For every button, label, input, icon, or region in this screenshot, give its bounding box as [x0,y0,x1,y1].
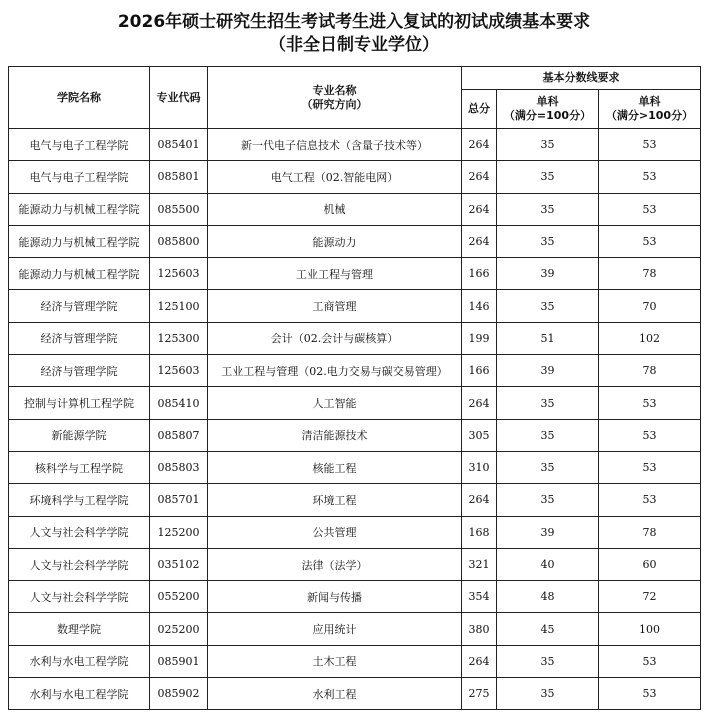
cell-single-over-100: 70 [599,290,701,322]
cell-code: 085902 [150,678,208,710]
cell-college: 人文与社会科学学院 [9,581,150,613]
table-header [9,67,701,129]
cell-college: 能源动力与机械工程学院 [9,193,150,225]
cell-major: 工商管理 [208,290,462,322]
table-body [9,129,701,710]
table-row [9,129,701,161]
table-row [9,258,701,290]
cell-single-100: 35 [497,645,599,677]
cell-college: 水利与水电工程学院 [9,678,150,710]
column-header-single-over-100-title: 单科 [638,95,661,108]
cell-major: 能源动力 [208,225,462,257]
cell-single-over-100: 53 [599,161,701,193]
cell-total: 264 [462,161,497,193]
cell-single-over-100: 53 [599,193,701,225]
document-subtitle: （非全日制专业学位） [269,35,439,55]
cell-major: 土木工程 [208,645,462,677]
cell-single-100: 39 [497,516,599,548]
table-row [9,645,701,677]
cell-single-over-100: 53 [599,387,701,419]
cell-college: 电气与电子工程学院 [9,161,150,193]
table-row [9,516,701,548]
cell-major: 水利工程 [208,678,462,710]
cell-code: 085500 [150,193,208,225]
cell-total: 310 [462,451,497,483]
cell-total: 264 [462,387,497,419]
cell-total: 321 [462,548,497,580]
cell-college: 控制与计算机工程学院 [9,387,150,419]
cell-total: 146 [462,290,497,322]
cell-single-over-100: 60 [599,548,701,580]
table-row [9,225,701,257]
table-row [9,322,701,354]
cell-college: 经济与管理学院 [9,355,150,387]
column-group-header-scores: 基本分数线要求 [462,67,701,90]
cell-code: 085800 [150,225,208,257]
cell-total: 354 [462,581,497,613]
cell-major: 会计（02.会计与碳核算） [208,322,462,354]
cell-code: 085803 [150,451,208,483]
cell-single-over-100: 53 [599,225,701,257]
cell-college: 经济与管理学院 [9,322,150,354]
cell-college: 人文与社会科学学院 [9,548,150,580]
cell-code: 085401 [150,129,208,161]
cell-major: 工业工程与管理（02.电力交易与碳交易管理） [208,355,462,387]
cell-total: 380 [462,613,497,645]
cell-college: 水利与水电工程学院 [9,645,150,677]
cell-code: 085701 [150,484,208,516]
column-header-single-100-title: 单科 [536,95,559,108]
column-header-major-direction: （研究方向） [301,97,368,111]
table-row [9,613,701,645]
table-row [9,581,701,613]
cell-single-100: 35 [497,129,599,161]
cell-college: 人文与社会科学学院 [9,516,150,548]
cell-major: 应用统计 [208,613,462,645]
table-row [9,161,701,193]
table-row [9,290,701,322]
cell-total: 264 [462,129,497,161]
cell-single-100: 48 [497,581,599,613]
cell-single-100: 35 [497,193,599,225]
cell-total: 264 [462,484,497,516]
document-title: 2026年硕士研究生招生考试考生进入复试的初试成绩基本要求 [117,12,591,32]
table-row [9,193,701,225]
table-row [9,419,701,451]
cell-single-100: 39 [497,258,599,290]
cell-single-100: 35 [497,678,599,710]
cell-total: 264 [462,225,497,257]
column-header-single-over-100 [599,90,701,129]
cell-single-over-100: 53 [599,419,701,451]
cell-total: 166 [462,355,497,387]
cell-major: 清洁能源技术 [208,419,462,451]
cell-single-over-100: 78 [599,258,701,290]
table-row [9,678,701,710]
cell-code: 085410 [150,387,208,419]
cell-college: 能源动力与机械工程学院 [9,225,150,257]
cell-total: 168 [462,516,497,548]
column-header-single-100 [497,90,599,129]
score-requirements-table [8,66,701,710]
cell-code: 125603 [150,355,208,387]
cell-code: 125200 [150,516,208,548]
cell-single-over-100: 72 [599,581,701,613]
cell-single-over-100: 53 [599,678,701,710]
cell-single-100: 35 [497,387,599,419]
cell-single-100: 40 [497,548,599,580]
cell-college: 经济与管理学院 [9,290,150,322]
column-header-major [208,67,462,129]
cell-code: 035102 [150,548,208,580]
cell-college: 电气与电子工程学院 [9,129,150,161]
cell-major: 新闻与传播 [208,581,462,613]
cell-college: 核科学与工程学院 [9,451,150,483]
cell-college: 环境科学与工程学院 [9,484,150,516]
cell-major: 电气工程（02.智能电网） [208,161,462,193]
cell-major: 人工智能 [208,387,462,419]
cell-total: 305 [462,419,497,451]
cell-single-100: 35 [497,451,599,483]
cell-major: 机械 [208,193,462,225]
cell-single-over-100: 100 [599,613,701,645]
column-header-major-title: 专业名称 [312,83,357,97]
cell-single-over-100: 53 [599,645,701,677]
cell-single-over-100: 53 [599,484,701,516]
table-row [9,451,701,483]
cell-single-100: 45 [497,613,599,645]
cell-total: 199 [462,322,497,354]
cell-college: 数理学院 [9,613,150,645]
cell-major: 新一代电子信息技术（含量子技术等） [208,129,462,161]
document-header [0,0,708,56]
cell-code: 125100 [150,290,208,322]
cell-single-100: 39 [497,355,599,387]
column-header-code: 专业代码 [150,67,208,129]
column-header-single-100-note: （满分=100分） [503,109,592,122]
cell-single-100: 35 [497,225,599,257]
cell-single-over-100: 78 [599,355,701,387]
cell-total: 166 [462,258,497,290]
column-header-total: 总分 [462,90,497,129]
cell-single-100: 35 [497,484,599,516]
cell-single-100: 35 [497,419,599,451]
cell-total: 264 [462,193,497,225]
cell-major: 法律（法学） [208,548,462,580]
cell-single-100: 35 [497,290,599,322]
cell-single-over-100: 53 [599,129,701,161]
column-header-single-over-100-note: （满分>100分） [605,109,694,122]
table-row [9,484,701,516]
cell-code: 055200 [150,581,208,613]
table-row [9,355,701,387]
cell-single-100: 35 [497,161,599,193]
cell-single-over-100: 78 [599,516,701,548]
cell-college: 能源动力与机械工程学院 [9,258,150,290]
table-row [9,548,701,580]
cell-college: 新能源学院 [9,419,150,451]
cell-major: 核能工程 [208,451,462,483]
cell-code: 025200 [150,613,208,645]
cell-code: 125300 [150,322,208,354]
cell-major: 环境工程 [208,484,462,516]
column-header-college: 学院名称 [9,67,150,129]
cell-single-over-100: 53 [599,451,701,483]
cell-major: 工业工程与管理 [208,258,462,290]
cell-code: 085801 [150,161,208,193]
cell-code: 085901 [150,645,208,677]
table-row [9,387,701,419]
cell-single-100: 51 [497,322,599,354]
cell-single-over-100: 102 [599,322,701,354]
cell-total: 275 [462,678,497,710]
cell-major: 公共管理 [208,516,462,548]
cell-code: 125603 [150,258,208,290]
cell-total: 264 [462,645,497,677]
cell-code: 085807 [150,419,208,451]
